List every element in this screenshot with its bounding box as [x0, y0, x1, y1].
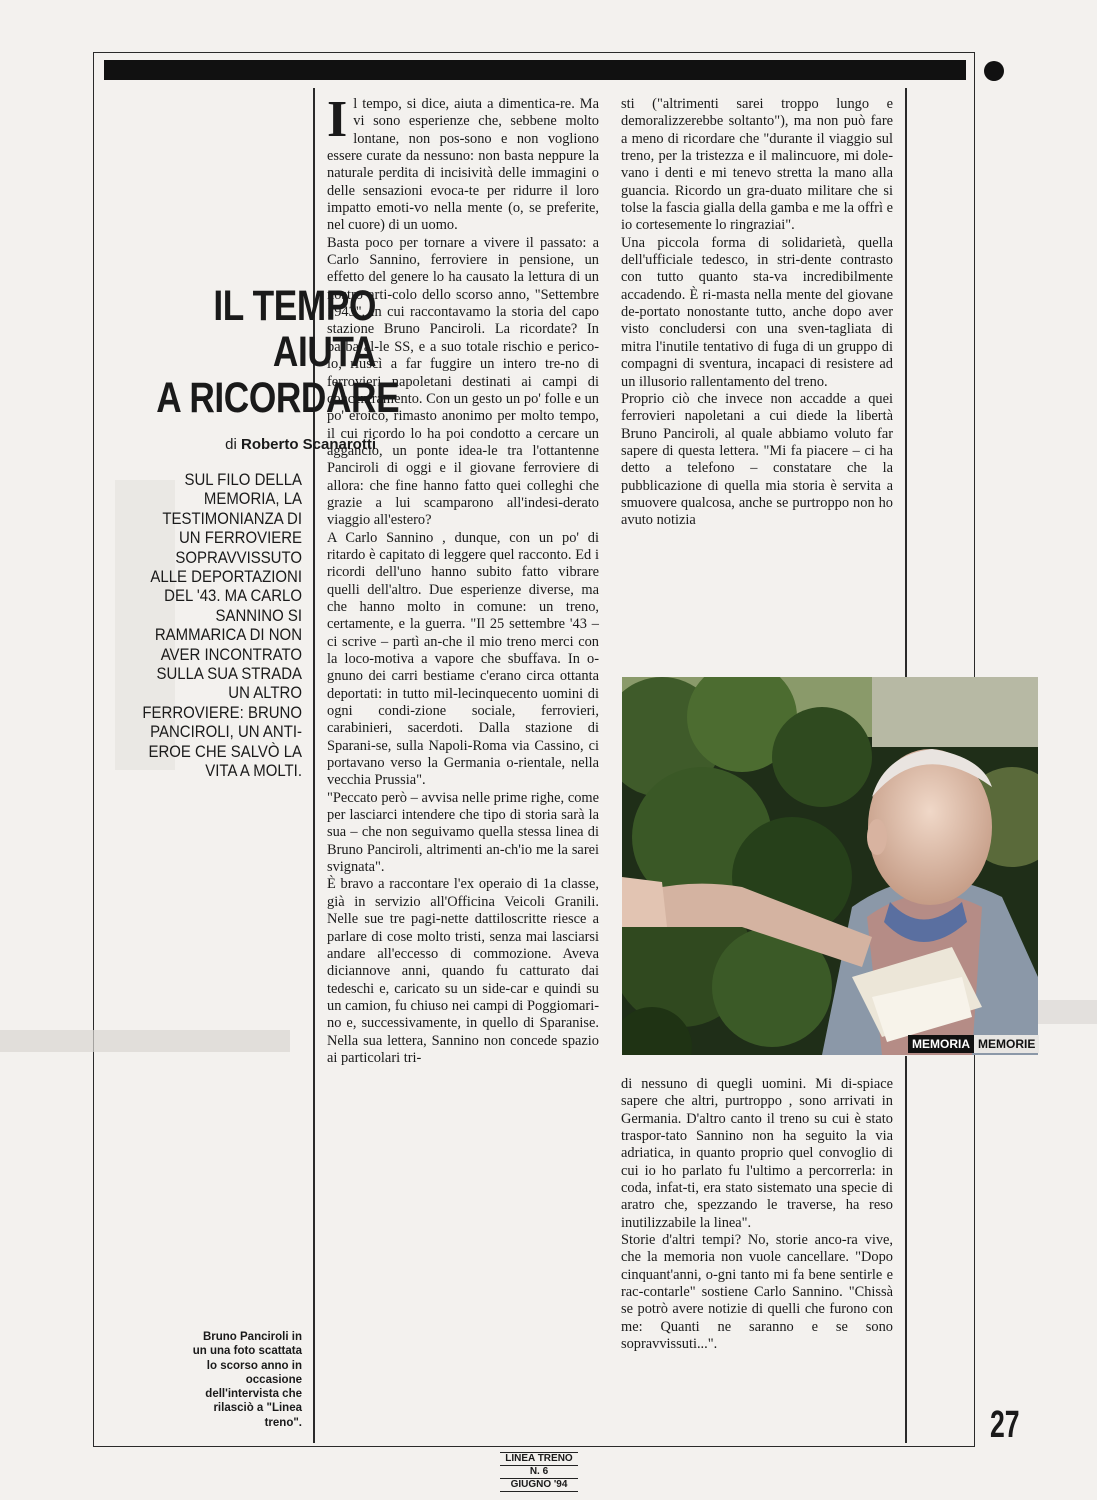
photo-caption: Bruno Panciroli in un una foto scattata lo scorso anno in occasione dell'intervista che rilasciò a "Linea treno". — [192, 1331, 302, 1429]
footer — [500, 1452, 578, 1492]
paragraph: A Carlo Sannino , dunque, con un po' di ritardo è capitato di leggere quel racconto. Ed i ricordi dell'uno hanno subito fatto vibrare quelli dell'altro. Due esperienze diverse, ma che hanno molto in comune: un treno, certamente, e la guerra. "Il 25 settembre '43 – ci scrive – partì an-che il mio treno merci con la loco-motiva a vapore che sbuffava. In o-gnuno dei carri bestiame c'erano circa ottanta deportati: in tutto mil-lecinquecento uomini di ogni condi-zione sociale, ferrovieri, carabinieri, sacerdoti. Dalla stazione di Sparani-se, sulla Napoli-Roma via Cassino, ci portavano verso la Germania o-rientale, nella vecchia Prussia". — [327, 529, 599, 789]
article-column-2-top — [621, 96, 893, 530]
section-tag-memorie: MEMORIE — [974, 1035, 1039, 1053]
paragraph: Basta poco per tornare a vivere il passato: a Carlo Sannino, ferroviere in pensione, un effetto del genere lo ha causato la lettura di un nostro arti-colo dello scorso anno, "Settembre 1943", in cui raccontavamo la storia del capo stazione Bruno Panciroli. La ricordate? In barba al-le SS, e a suo totale rischio e perico-lo, riuscì a far fuggire un intero tre-no di ferrovieri napoletani destinati ai campi di concentramento. Con un gesto un po' folle e un po' eroico, rimasto anonimo per molto tempo, il cui ricordo lo ha poi condotto a cercare un aggancio, un ponte idea-le tra l'ottantenne Panciroli di oggi e il giovane ferroviere di allora: che fine hanno fatto quei colleghi che grazie a lui scamparono all'indesi-derato viaggio all'estero? — [327, 234, 599, 529]
section-tag-memoria: MEMORIA — [908, 1035, 974, 1053]
subhead: SUL FILO DELLA MEMORIA, LA TESTIMONIANZA DI UN FERROVIERE SOPRAVVISSUTO ALLE DEPORTAZIONI DEL '43. MA CARLO SANNINO SI RAMMARICA DI NON AVER INCONTRATO SULLA SUA STRADA UN ALTRO FERROVIERE: BRUNO PANCIROLI, UN ANTI-EROE CHE SALVÒ LA VITA A MOLTI. — [142, 470, 302, 781]
photo-carlo-sannino — [622, 677, 1038, 1055]
headline-line-2: AIUTA — [272, 328, 376, 376]
headline-line-1: IL TEMPO — [213, 282, 376, 330]
section-label — [908, 1035, 1039, 1053]
byline-author: Roberto Scanarotti — [240, 436, 376, 453]
show-through-bar — [0, 1030, 290, 1052]
paragraph: "Peccato però – avvisa nelle prime righe, come per lasciarci intendere che tipo di storia sarà la sua – che non seguivamo quella stessa linea di Bruno Panciroli, altrimenti an-ch'io me la sarei svignata". — [327, 789, 599, 876]
column-rule — [905, 1056, 907, 1443]
paragraph: Il tempo, si dice, aiuta a dimentica-re. Ma vi sono esperienze che, sebbene molto lontane, non pos-sono e non vogliono essere curate da nessuno: non basta neppure la naturale perdita di incisività delle immagini o delle sensazioni evoca-te per ridurre il loro impatto emoti-vo nella mente (o, se preferite, nel cuore) di un uomo. — [327, 91, 599, 234]
paragraph: Storie d'altri tempi? No, storie anco-ra vive, che la memoria non vuole cancellare. "Dopo cinquant'anni, o-gni tanto mi fa bene sentirle e rac-contarle" sostiene Carlo Sannino. "Chissà se potrò avere notizie di quelli che furono con me: Quanti ne saranno e se sono sopravvissuti...". — [621, 1232, 893, 1353]
paragraph: Una piccola forma di solidarietà, quella dell'ufficiale tedesco, in stri-dente contrasto con tutto quanto sta-va incredibilmente accadendo. È ri-masta nella mente del giovane de-portato nonostante tutto, anche dopo aver visto concludersi con una sven-tagliata di mitra l'inutile tentativo di fuga di un gruppo di compagni di sventura, incapaci di resistere ad un illusorio rallentamento del treno. — [621, 234, 893, 390]
byline-prefix: di — [225, 436, 237, 453]
article-column-2-bottom — [621, 1076, 893, 1354]
footer-date: GIUGNO '94 — [500, 1478, 578, 1492]
paragraph: Proprio ciò che invece non accadde a quei ferrovieri napoletani a cui diede la libertà Bruno Panciroli, al quale abbiamo voluto far sapere di questa lettera. "Mi fa piacere – ci ha detto a telefono – constatare che la pubblicazione di quella mia storia è servita a smuovere qualcosa, anche se purtroppo non ho avuto notizia — [621, 390, 893, 529]
headline-line-3: A RICORDARE — [156, 374, 400, 422]
footer-magazine: LINEA TRENO — [500, 1452, 578, 1465]
paragraph: È bravo a raccontare l'ex operaio di 1a classe, già in servizio all'Officina Veicoli Granili. Nelle sue tre pagi-nette dattiloscritte riesce a parlare di cose molto tristi, senza mai lasciarsi andare all'eccesso di commozione. Aveva diciannove anni, quando fu catturato dai tedeschi e, caricato su un side-car e quindi su un camion, fu chiuso nei campi di Poggiomari-no e, successivamente, in quello di Sparanise. Nella sua lettera, Sannino non concede spazio ai particolari tri- — [327, 876, 599, 1066]
drop-cap: I — [327, 91, 348, 148]
paragraph: sti ("altrimenti sarei troppo lungo e demoralizzerebbe soltanto"), ma non può fare a meno di ricordare che "durante il viaggio sul treno, per la tristezza e il malincuore, mi dole-vano i denti e mi tenevo stretta la mano alla guancia. Ricordo un gra-duato militare che si tolse la fascia gialla della gamba e me la offrì e io cortesemente lo ringraziai". — [621, 96, 893, 234]
column-rule — [905, 88, 907, 678]
article-column-1 — [327, 91, 599, 1067]
paragraph: di nessuno di quegli uomini. Mi di-spiace sapere che altri, purtroppo , sono arrivati in Germania. D'altro canto il treno su cui è stato traspor-tato Sannino non ha seguito la via adriatica, in quanto proprio quel convoglio di cui io ho parlato fu l'ultimo a percorrerla: in coda, infat-ti, era stato sistemato una specie di aratro che, spezzando le traverse, ha reso inutilizzabile la linea". — [621, 1076, 893, 1231]
top-black-bar — [104, 60, 966, 80]
page-number: 27 — [990, 1404, 1020, 1446]
portrait-illustration — [622, 677, 1038, 1055]
corner-dot — [984, 61, 1004, 81]
footer-issue: N. 6 — [500, 1465, 578, 1478]
